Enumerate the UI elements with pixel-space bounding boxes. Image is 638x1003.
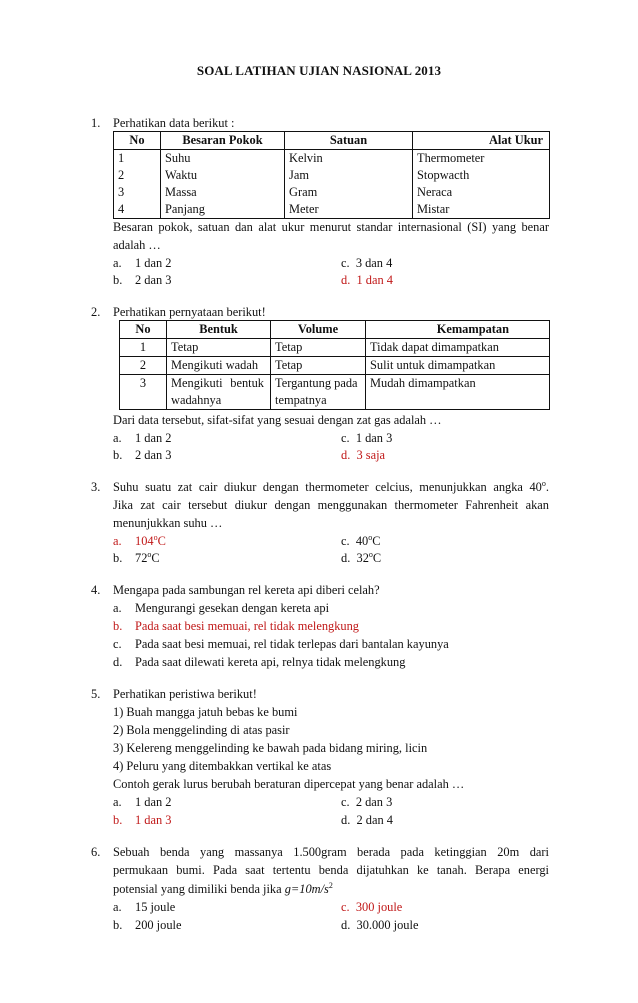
option-a[interactable] — [113, 901, 175, 913]
question-number: 1. — [91, 116, 101, 130]
question-stem: Besaran pokok, satuan dan alat ukur menurut standar internasional (SI) yang benar — [113, 220, 549, 234]
option-d[interactable] — [341, 919, 418, 931]
column-header: Bentuk — [167, 321, 271, 339]
list-item: 4) Peluru yang ditembakkan vertikal ke atas — [113, 759, 332, 773]
column-header: Volume — [271, 321, 366, 339]
option-letter: a. — [113, 795, 122, 809]
option-letter: a. — [113, 601, 122, 615]
table-cell: Tetap — [271, 339, 366, 357]
option-letter: c. — [341, 431, 350, 445]
question-number: 2. — [91, 305, 101, 319]
option-c[interactable] — [341, 432, 392, 444]
option-letter: b. — [113, 619, 123, 633]
option-a[interactable] — [113, 257, 171, 269]
table-cell: 3 — [114, 184, 161, 201]
column-header: Satuan — [285, 132, 413, 150]
exponent: 2 — [328, 881, 333, 890]
option-letter: d. — [113, 655, 123, 669]
table-cell: Mengikuti wadah — [167, 357, 271, 375]
degree-mark: o — [147, 550, 152, 559]
question-prompt: Mengapa pada sambungan rel kereta api diberi celah? — [113, 583, 380, 597]
option-letter: a. — [113, 256, 122, 270]
degree-mark: o — [541, 479, 546, 488]
table-header-row — [114, 132, 550, 150]
table-cell: Panjang — [161, 201, 285, 219]
list-item: 3) Kelereng menggelinding ke bawah pada bidang miring, licin — [113, 741, 428, 755]
option-text: 72 — [135, 551, 148, 565]
table-cell: Tetap — [271, 357, 366, 375]
option-text: 1 dan 2 — [135, 256, 172, 270]
table-cell: Neraca — [413, 184, 550, 201]
option-text: 1 dan 2 — [135, 795, 172, 809]
data-table — [113, 131, 550, 219]
table-cell: Tetap — [167, 339, 271, 357]
table-cell: Jam — [285, 167, 413, 184]
option-c[interactable] — [113, 638, 449, 650]
option-unit: C — [372, 534, 381, 548]
option-text: 1 dan 3 — [355, 431, 393, 445]
option-letter: d. — [341, 813, 351, 827]
table-cell: Mistar — [413, 201, 550, 219]
table-row — [114, 201, 550, 219]
option-c[interactable] — [341, 535, 380, 547]
option-b[interactable] — [113, 919, 181, 931]
table-cell: Sulit untuk dimampatkan — [366, 357, 550, 375]
option-text: 30.000 joule — [356, 918, 419, 932]
table-row — [120, 375, 550, 410]
option-letter: d. — [341, 448, 351, 462]
option-letter: a. — [113, 900, 122, 914]
option-text: 1 dan 2 — [135, 431, 172, 445]
question-number: 6. — [91, 845, 101, 859]
option-text: 3 dan 4 — [355, 256, 393, 270]
option-text: 3 saja — [356, 448, 386, 462]
column-header: No — [120, 321, 167, 339]
option-text: 15 joule — [135, 900, 176, 914]
formula: g=10m/s — [284, 882, 329, 896]
question-stem: adalah … — [113, 238, 161, 252]
list-item: 1) Buah mangga jatuh bebas ke bumi — [113, 705, 298, 719]
option-letter: d. — [341, 551, 351, 565]
degree-mark: o — [153, 533, 158, 542]
option-a[interactable] — [113, 432, 171, 444]
table-cell: Meter — [285, 201, 413, 219]
column-header: No — [114, 132, 161, 150]
option-letter: b. — [113, 813, 123, 827]
option-unit: C — [372, 551, 382, 565]
question-stem: menunjukkan suhu … — [113, 516, 223, 530]
question-stem: permukaan bumi. Pada saat tertentu benda dijatuhkan ke tanah. Berapa energi — [113, 863, 549, 877]
option-text: 104 — [135, 534, 154, 548]
table-cell: Mengikuti bentuk wadahnya — [167, 375, 271, 410]
question-stem: Jika zat cair tersebut diukur dengan menggunakan thermometer Fahrenheit akan — [113, 498, 549, 512]
table-cell: Stopwacth — [413, 167, 550, 184]
option-d-correct[interactable] — [341, 274, 393, 286]
table-cell: Mudah dimampatkan — [366, 375, 550, 410]
degree-mark: o — [368, 550, 373, 559]
table-cell: Tidak dapat dimampatkan — [366, 339, 550, 357]
question-number: 5. — [91, 687, 101, 701]
option-text: Mengurangi gesekan dengan kereta api — [135, 601, 330, 615]
option-letter: c. — [341, 534, 350, 548]
option-b[interactable] — [113, 552, 160, 564]
option-a[interactable] — [113, 602, 329, 614]
table-row — [114, 167, 550, 184]
question-stem — [113, 481, 549, 493]
option-text: 1 dan 4 — [356, 273, 393, 287]
table-cell: Tergantung pada tempatnya — [271, 375, 366, 410]
table-row — [114, 184, 550, 201]
option-letter: c. — [341, 795, 350, 809]
stem-text: . — [545, 480, 549, 494]
option-a-correct[interactable] — [113, 535, 166, 547]
option-d[interactable] — [341, 552, 381, 564]
table-cell: Gram — [285, 184, 413, 201]
option-letter: c. — [113, 637, 122, 651]
table-row — [120, 339, 550, 357]
table-cell: Thermometer — [413, 150, 550, 168]
question-number: 4. — [91, 583, 101, 597]
option-a[interactable] — [113, 796, 171, 808]
option-text: 2 dan 3 — [355, 795, 393, 809]
degree-mark: o — [368, 533, 373, 542]
table-row — [120, 357, 550, 375]
option-letter: b. — [113, 551, 123, 565]
option-text: Pada saat dilewati kereta api, relnya tidak melengkung — [135, 655, 406, 669]
option-text: Pada saat besi memuai, rel tidak terlepas dari bantalan kayunya — [135, 637, 449, 651]
data-table — [119, 320, 550, 410]
option-b-correct[interactable] — [113, 620, 359, 632]
option-b-correct[interactable] — [113, 814, 171, 826]
table-cell: Suhu — [161, 150, 285, 168]
question-number: 3. — [91, 480, 101, 494]
option-c[interactable] — [341, 257, 392, 269]
question-prompt: Perhatikan pernyataan berikut! — [113, 305, 266, 319]
question-prompt: Perhatikan peristiwa berikut! — [113, 687, 257, 701]
question-stem: Dari data tersebut, sifat-sifat yang sesuai dengan zat gas adalah … — [113, 413, 442, 427]
table-cell: 1 — [114, 150, 161, 168]
option-text: 2 dan 4 — [356, 813, 393, 827]
option-letter: c. — [341, 900, 350, 914]
option-letter: b. — [113, 448, 123, 462]
option-d-correct[interactable] — [341, 449, 385, 461]
table-cell: 4 — [114, 201, 161, 219]
option-letter: d. — [341, 273, 351, 287]
question-stem — [113, 883, 333, 895]
option-text: 1 dan 3 — [135, 813, 172, 827]
option-c[interactable] — [341, 796, 392, 808]
stem-text: potensial yang dimiliki benda jika — [113, 882, 285, 896]
question-prompt: Perhatikan data berikut : — [113, 116, 235, 130]
option-text: 200 joule — [135, 918, 182, 932]
stem-text: Suhu suatu zat cair diukur dengan thermometer celcius, menunjukkan angka 40 — [113, 480, 542, 494]
option-unit: C — [157, 534, 166, 548]
option-text: 2 dan 3 — [135, 273, 172, 287]
option-b[interactable] — [113, 449, 171, 461]
option-letter: c. — [341, 256, 350, 270]
option-unit: C — [151, 551, 160, 565]
table-cell: Waktu — [161, 167, 285, 184]
table-row — [114, 150, 550, 168]
option-text: 300 joule — [355, 900, 403, 914]
column-header: Kemampatan — [366, 321, 550, 339]
page-title: SOAL LATIHAN UJIAN NASIONAL 2013 — [196, 63, 442, 78]
table-cell: Kelvin — [285, 150, 413, 168]
option-letter: a. — [113, 431, 122, 445]
table-header-row — [120, 321, 550, 339]
table-cell: 1 — [120, 339, 167, 357]
table-cell: 3 — [120, 375, 167, 410]
option-text: Pada saat besi memuai, rel tidak melengkung — [135, 619, 359, 633]
column-header: Besaran Pokok — [161, 132, 285, 150]
table-cell: 2 — [114, 167, 161, 184]
option-text: 2 dan 3 — [135, 448, 172, 462]
table-cell: Massa — [161, 184, 285, 201]
option-c-correct[interactable] — [341, 901, 402, 913]
option-d[interactable] — [341, 814, 393, 826]
column-header: Alat Ukur — [413, 132, 550, 150]
option-letter: d. — [341, 918, 351, 932]
option-letter: b. — [113, 273, 123, 287]
option-text: 32 — [356, 551, 369, 565]
option-d[interactable] — [113, 656, 405, 668]
option-text: 40 — [355, 534, 369, 548]
list-item: 2) Bola menggelinding di atas pasir — [113, 723, 290, 737]
option-letter: a. — [113, 534, 122, 548]
option-b[interactable] — [113, 274, 171, 286]
question-stem: Sebuah benda yang massanya 1.500gram berada pada ketinggian 20m dari — [113, 845, 549, 859]
table-cell: 2 — [120, 357, 167, 375]
question-stem: Contoh gerak lurus berubah beraturan dipercepat yang benar adalah … — [113, 777, 465, 791]
option-letter: b. — [113, 918, 123, 932]
